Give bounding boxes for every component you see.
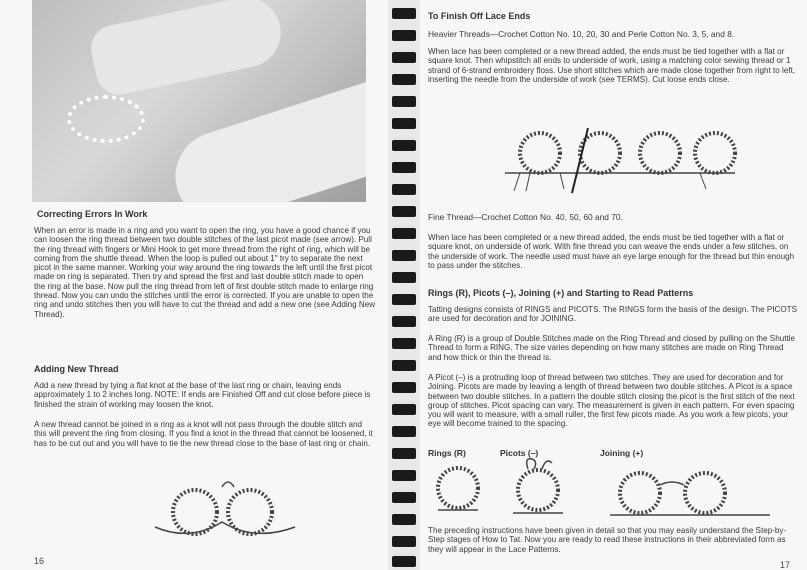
rings-paragraph-1: Tatting designs consists of RINGS and PICOTS. The RINGS form the basis of the design. The PICOTS are used for decoration and for JOINING. xyxy=(428,305,798,324)
picot-diagram xyxy=(498,455,578,525)
binding-ring xyxy=(392,316,416,327)
binding-ring xyxy=(392,228,416,239)
footer-text: The preceding instructions have been given in detail so that you may easily understand the Step-by-Step stages of How to Tat. Now you are ready to read these instructions in their abbreviated form as they will appear in the Lace Patterns. xyxy=(428,526,787,554)
binding-ring xyxy=(392,556,416,567)
fine-thread-body: When lace has been completed or a new thread added, the ends must be tied together with a flat or square knot, on underside of work. With fine thread you can weave the ends under a few stitches, on the underside of work. The needle used must have an eye large enough for the thread but thin enough to pass under the stitches. xyxy=(428,233,795,270)
binding-ring xyxy=(392,8,416,19)
finish-heading: To Finish Off Lace Ends xyxy=(428,11,531,21)
binding-ring xyxy=(392,404,416,415)
adding-thread-diagram xyxy=(150,472,300,542)
ring-diagram xyxy=(428,460,488,520)
binding-ring xyxy=(392,184,416,195)
binding-ring xyxy=(392,30,416,41)
binding-ring xyxy=(392,492,416,503)
binding-ring xyxy=(392,360,416,371)
hand-bottom xyxy=(164,77,366,202)
joining-label: Joining (+) xyxy=(600,448,644,458)
binding-ring xyxy=(392,96,416,107)
rings-label: Rings (R) xyxy=(428,448,466,458)
page-number-left: 16 xyxy=(34,556,45,566)
fine-thread-label: Fine Thread—Crochet Cotton No. 40, 50, 60 and 70. xyxy=(428,212,623,222)
lace-ring xyxy=(67,95,145,143)
rings-paragraph-2: A Ring (R) is a group of Double Stitches made on the Ring Thread and closed by pulling on the Shuttle Thread to form a RING. The size varies depending on how many stitches are made on Ring Thread and how thick or thin the thread is. xyxy=(428,334,795,362)
hand-top xyxy=(87,0,287,99)
page-number-right: 17 xyxy=(780,560,791,570)
spiral-binding xyxy=(388,0,420,570)
finish-off-diagram xyxy=(500,118,740,198)
binding-ring xyxy=(392,118,416,129)
adding-body-1: Add a new thread by tying a flat knot at the base of the last ring or chain, leaving ends approximately 1 to 2 inches long. NOTE: If ends are Finished Off and cut close before piece is finished the strain of working may loosen the knot. xyxy=(34,381,371,409)
joining-diagram xyxy=(600,455,780,525)
rings-heading: Rings (R), Picots (–), Joining (+) and Starting to Read Patterns xyxy=(428,288,694,298)
binding-ring xyxy=(392,448,416,459)
binding-ring xyxy=(392,514,416,525)
heavy-thread-body: When lace has been completed or a new thread added, the ends must be tied together with a flat or square knot. Then whipstitch all ends to underside of work, using a matching color sewing thread or 1 strand of 6-strand embroidery floss. Use short stitches which are made close together from right to left, inserting the needle from the underside of work (see TERMS). Cut loose ends close. xyxy=(428,47,796,84)
adding-body-2: A new thread cannot be joined in a ring as a knot will not pass through the double stitch and this will prevent the ring from closing. If you find a knot in the thread that cannot be loosened, it has to be cut out and you will have to tie the new thread close to the base of last ring or chain. xyxy=(34,420,373,448)
binding-ring xyxy=(392,74,416,85)
binding-ring xyxy=(392,294,416,305)
binding-ring xyxy=(392,470,416,481)
binding-ring xyxy=(392,272,416,283)
binding-ring xyxy=(392,382,416,393)
adding-heading: Adding New Thread xyxy=(34,364,119,374)
binding-ring xyxy=(392,140,416,151)
heavy-thread-label: Heavier Threads—Crochet Cotton No. 10, 20, 30 and Perle Cotton No. 3, 5, and 8. xyxy=(428,29,735,39)
binding-ring xyxy=(392,426,416,437)
binding-ring xyxy=(392,536,416,547)
binding-ring xyxy=(392,206,416,217)
hands-tatting-photo xyxy=(32,0,366,202)
correcting-heading: Correcting Errors In Work xyxy=(37,209,148,219)
binding-ring xyxy=(392,338,416,349)
picots-label: Picots (–) xyxy=(500,448,539,458)
binding-ring xyxy=(392,250,416,261)
rings-paragraph-3: A Picot (–) is a protruding loop of thread between two stitches. They are used for decoration and for Joining. Picots are made by leaving a length of thread between two double stitches. A Picot is a space between two double stitches. In a pattern the double stitch closing the picot is the first stitch of the next group of stitches. Picot spacing can vary. The measurement is given in each pattern. For even spacing you will want to measure, with a small ruller, the first few picots made. As you work a few picots, your eye will become trained to the spacing. xyxy=(428,373,795,429)
binding-ring xyxy=(392,162,416,173)
binding-ring xyxy=(392,52,416,63)
correcting-body: When an error is made in a ring and you want to open the ring, you have a good chance if you can loosen the ring thread between two double stitches of the last picot made (see arrow). Pull the ring thread with fingers or Mini Hook to get more thread from the right of ring, which will be coming from the shuttle thread. When the loop is pulled out about 1" try to separate the next picot in the same manner. Working your way around the ring towards the left until the first picot made on ring is separated. Then try and spread the first and last double stitch made to open the ring at the base. Now pull the ring thread from left of first double stitch made to enlarge ring thread. Now you can undo the stitches until the error is corrected. If you are unable to open the ring and undo stitches then you will have to cut the thread and add a new one (see Adding New Thread). xyxy=(34,226,376,319)
